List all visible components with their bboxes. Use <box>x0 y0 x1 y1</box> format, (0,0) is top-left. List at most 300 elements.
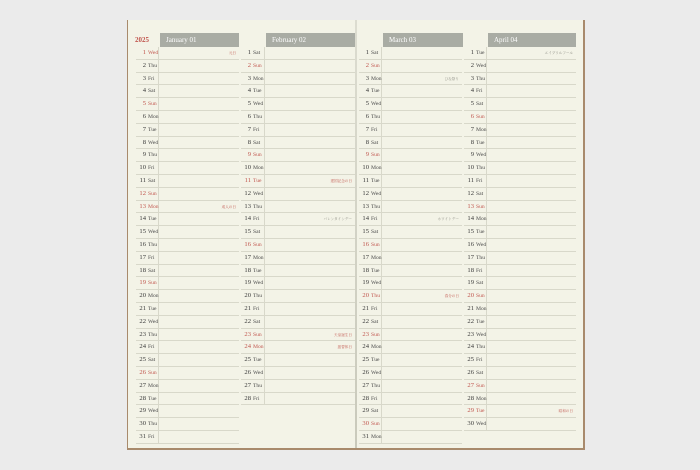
day-row[interactable] <box>359 265 462 278</box>
weekday-name: Thu <box>148 152 158 159</box>
day-row[interactable] <box>464 341 576 354</box>
day-number: 6 <box>470 113 474 120</box>
day-row[interactable] <box>136 367 239 380</box>
day-row[interactable] <box>241 354 355 367</box>
day-row[interactable] <box>241 188 355 201</box>
day-row[interactable] <box>136 354 239 367</box>
weekday-name: Thu <box>476 344 486 351</box>
day-row[interactable] <box>464 85 576 98</box>
weekday-name: Sat <box>371 318 379 325</box>
day-row[interactable] <box>136 393 239 406</box>
day-number: 26 <box>467 369 474 376</box>
day-row[interactable] <box>241 393 355 406</box>
day-number: 5 <box>470 100 474 108</box>
day-number: 30 <box>362 420 369 428</box>
day-row[interactable] <box>241 111 355 124</box>
day-number: 11 <box>362 177 369 184</box>
day-row[interactable] <box>241 85 355 98</box>
day-row[interactable] <box>136 303 239 316</box>
weekday-name: Sat <box>253 50 261 56</box>
day-row[interactable] <box>241 149 355 162</box>
day-row[interactable] <box>464 124 576 137</box>
weekday-name: Sun <box>476 203 485 210</box>
day-number: 6 <box>142 113 146 120</box>
day-number: 1 <box>365 49 369 56</box>
day-number: 16 <box>467 241 474 248</box>
day-row[interactable] <box>464 329 576 342</box>
day-number: 20 <box>139 292 146 300</box>
weekday-name: Sun <box>148 280 157 287</box>
day-row[interactable] <box>241 201 355 214</box>
day-number: 19 <box>244 279 251 287</box>
day-row[interactable] <box>359 111 462 124</box>
day-number: 29 <box>139 407 146 415</box>
day-row[interactable] <box>136 341 239 354</box>
day-number: 24 <box>244 343 251 351</box>
day-row[interactable] <box>359 239 462 252</box>
day-row[interactable] <box>241 290 355 303</box>
holiday-note: 振替休日 <box>337 345 352 350</box>
weekday-name: Sat <box>371 139 379 146</box>
day-row[interactable] <box>136 431 239 444</box>
day-number: 7 <box>470 125 474 133</box>
day-row[interactable] <box>241 367 355 380</box>
day-row[interactable] <box>464 303 576 316</box>
weekday-name: Wed <box>476 242 487 248</box>
day-row[interactable] <box>136 175 239 188</box>
weekday-name: Thu <box>253 293 263 300</box>
day-number: 13 <box>244 202 251 210</box>
day-row[interactable] <box>464 405 576 418</box>
day-number: 10 <box>362 164 369 172</box>
weekday-name: Fri <box>148 75 155 82</box>
day-number: 1 <box>142 49 146 56</box>
day-number: 4 <box>247 87 251 95</box>
day-row[interactable] <box>136 277 239 290</box>
day-row[interactable] <box>359 98 462 111</box>
weekday-name: Tue <box>253 178 262 184</box>
weekday-name: Tue <box>476 50 485 56</box>
day-number: 3 <box>142 74 146 82</box>
day-row[interactable] <box>241 380 355 393</box>
weekday-name: Sun <box>253 242 262 248</box>
day-number: 14 <box>244 215 251 223</box>
holiday-note: 天皇誕生日 <box>334 332 352 337</box>
month-header: March 03 <box>383 33 463 47</box>
day-row[interactable] <box>136 98 239 111</box>
weekday-name: Fri <box>148 165 155 172</box>
day-row[interactable] <box>136 252 239 265</box>
day-number: 22 <box>139 317 146 325</box>
day-number: 7 <box>142 125 146 133</box>
day-row[interactable] <box>241 162 355 175</box>
weekday-name: Fri <box>476 267 483 274</box>
day-number: 17 <box>244 253 251 261</box>
weekday-name: Sun <box>476 114 485 120</box>
day-number: 19 <box>362 279 369 287</box>
day-row[interactable] <box>359 226 462 239</box>
day-number: 20 <box>362 292 369 300</box>
day-row[interactable] <box>136 213 239 226</box>
day-row[interactable] <box>359 418 462 431</box>
month-header: April 04 <box>488 33 576 47</box>
day-row[interactable] <box>464 201 576 214</box>
day-row[interactable] <box>464 380 576 393</box>
day-row[interactable] <box>359 367 462 380</box>
weekday-name: Fri <box>253 395 260 402</box>
weekday-name: Tue <box>148 395 157 402</box>
day-row[interactable] <box>136 405 239 418</box>
day-number: 26 <box>139 369 146 376</box>
weekday-name: Mon <box>148 203 159 210</box>
day-number: 22 <box>244 317 251 325</box>
weekday-name: Sat <box>476 101 484 108</box>
day-row[interactable] <box>359 188 462 201</box>
day-row[interactable] <box>359 290 462 303</box>
day-number: 6 <box>247 113 251 120</box>
day-row[interactable] <box>464 188 576 201</box>
day-number: 22 <box>467 317 474 325</box>
weekday-name: Fri <box>371 395 378 402</box>
day-row[interactable] <box>359 431 462 444</box>
day-row[interactable] <box>136 290 239 303</box>
weekday-name: Wed <box>148 229 159 236</box>
day-row[interactable] <box>241 329 355 342</box>
weekday-name: Thu <box>148 242 158 248</box>
day-row[interactable] <box>136 239 239 252</box>
weekday-name: Mon <box>371 344 382 351</box>
day-row[interactable] <box>241 137 355 150</box>
day-row[interactable] <box>241 226 355 239</box>
day-row[interactable] <box>136 60 239 73</box>
weekday-name: Sun <box>371 331 380 338</box>
weekday-name: Mon <box>148 382 159 389</box>
weekday-name: Wed <box>371 101 382 108</box>
day-row[interactable] <box>136 188 239 201</box>
day-number: 5 <box>247 100 251 108</box>
day-row[interactable] <box>464 393 576 406</box>
year-label: 2025 <box>135 36 149 44</box>
weekday-name: Sun <box>253 152 262 159</box>
day-row[interactable] <box>359 354 462 367</box>
weekday-name: Mon <box>476 395 487 402</box>
weekday-name: Wed <box>253 280 264 287</box>
weekday-name: Mon <box>476 306 487 312</box>
weekday-name: Fri <box>148 344 155 351</box>
weekday-name: Tue <box>148 126 157 133</box>
day-number: 8 <box>365 138 369 146</box>
weekday-name: Thu <box>253 203 263 210</box>
day-row[interactable] <box>359 405 462 418</box>
weekday-name: Sun <box>371 242 380 248</box>
day-row[interactable] <box>136 226 239 239</box>
day-number: 15 <box>244 228 251 236</box>
day-row[interactable] <box>359 277 462 290</box>
day-row[interactable] <box>464 239 576 252</box>
day-number: 21 <box>362 305 369 312</box>
day-row[interactable] <box>359 60 462 73</box>
day-row[interactable] <box>136 316 239 329</box>
weekday-name: Fri <box>476 88 483 95</box>
weekday-name: Sat <box>253 139 261 146</box>
day-row[interactable] <box>241 213 355 226</box>
day-row[interactable] <box>464 47 576 60</box>
weekday-name: Mon <box>371 75 382 82</box>
weekday-name: Fri <box>253 216 260 223</box>
weekday-name: Wed <box>148 408 159 415</box>
day-number: 23 <box>139 330 146 338</box>
day-number: 24 <box>139 343 146 351</box>
weekday-name: Wed <box>148 318 159 325</box>
month-column <box>464 20 576 448</box>
day-row[interactable] <box>359 137 462 150</box>
day-number: 5 <box>365 100 369 108</box>
day-number: 21 <box>139 305 146 312</box>
weekday-name: Thu <box>371 203 381 210</box>
day-row[interactable] <box>464 265 576 278</box>
holiday-note: 昭和の日 <box>558 409 573 414</box>
day-row[interactable] <box>241 341 355 354</box>
day-row[interactable] <box>136 85 239 98</box>
weekday-name: Wed <box>371 190 382 197</box>
day-number: 16 <box>362 241 369 248</box>
day-row[interactable] <box>464 60 576 73</box>
weekday-name: Tue <box>253 267 262 274</box>
day-row[interactable] <box>464 290 576 303</box>
day-row[interactable] <box>136 111 239 124</box>
day-row[interactable] <box>241 316 355 329</box>
day-number: 9 <box>142 151 146 159</box>
weekday-name: Fri <box>253 126 260 133</box>
weekday-name: Sun <box>148 190 157 197</box>
weekday-name: Mon <box>476 216 487 223</box>
day-number: 1 <box>470 49 474 56</box>
weekday-name: Sat <box>148 88 156 95</box>
weekday-name: Fri <box>371 216 378 223</box>
weekday-name: Sun <box>253 62 262 69</box>
day-number: 9 <box>365 151 369 159</box>
weekday-name: Tue <box>476 139 485 146</box>
day-row[interactable] <box>359 252 462 265</box>
weekday-name: Sat <box>371 229 379 236</box>
day-row[interactable] <box>359 201 462 214</box>
weekday-name: Fri <box>476 178 483 184</box>
weekday-name: Wed <box>253 370 264 376</box>
day-row[interactable] <box>359 47 462 60</box>
day-row[interactable] <box>241 124 355 137</box>
weekday-name: Mon <box>371 254 382 261</box>
weekday-name: Sun <box>476 293 485 300</box>
weekday-name: Sun <box>371 152 380 159</box>
day-row[interactable] <box>464 252 576 265</box>
day-number: 12 <box>139 189 146 197</box>
day-number: 3 <box>247 74 251 82</box>
day-row[interactable] <box>136 380 239 393</box>
day-row[interactable] <box>241 175 355 188</box>
day-row[interactable] <box>359 316 462 329</box>
weekday-name: Tue <box>148 306 157 312</box>
day-row[interactable] <box>464 418 576 431</box>
weekday-name: Sun <box>371 62 380 69</box>
weekday-name: Mon <box>253 254 264 261</box>
weekday-name: Tue <box>371 357 380 364</box>
day-number: 28 <box>362 394 369 402</box>
weekday-name: Mon <box>148 293 159 300</box>
day-number: 18 <box>139 266 146 274</box>
day-row[interactable] <box>359 341 462 354</box>
day-row[interactable] <box>464 137 576 150</box>
weekday-name: Thu <box>253 382 263 389</box>
day-number: 15 <box>139 228 146 236</box>
day-number: 31 <box>362 433 369 440</box>
day-row[interactable] <box>241 303 355 316</box>
day-number: 19 <box>139 279 146 287</box>
day-row[interactable] <box>359 73 462 86</box>
weekday-name: Wed <box>476 62 487 69</box>
day-number: 25 <box>139 356 146 364</box>
day-number: 15 <box>467 228 474 236</box>
day-row[interactable] <box>136 149 239 162</box>
day-row[interactable] <box>136 137 239 150</box>
weekday-name: Wed <box>148 139 159 146</box>
day-row[interactable] <box>464 73 576 86</box>
day-number: 1 <box>247 49 251 56</box>
weekday-name: Thu <box>148 331 158 338</box>
weekday-name: Tue <box>476 229 485 236</box>
day-number: 22 <box>362 317 369 325</box>
day-row[interactable] <box>241 265 355 278</box>
weekday-name: Sat <box>148 267 156 274</box>
day-row[interactable] <box>464 111 576 124</box>
weekday-name: Thu <box>371 114 381 120</box>
day-number: 7 <box>247 125 251 133</box>
day-number: 20 <box>244 292 251 300</box>
day-row[interactable] <box>464 316 576 329</box>
day-number: 28 <box>244 394 251 402</box>
day-number: 30 <box>467 420 474 428</box>
holiday-note: 成人の日 <box>221 204 236 209</box>
day-row[interactable] <box>359 329 462 342</box>
day-row[interactable] <box>136 162 239 175</box>
weekday-name: Fri <box>371 126 378 133</box>
weekday-name: Sat <box>371 50 379 56</box>
day-number: 16 <box>139 241 146 248</box>
weekday-name: Sat <box>253 229 261 236</box>
weekday-name: Thu <box>476 254 486 261</box>
day-row[interactable] <box>464 277 576 290</box>
weekday-name: Thu <box>148 62 158 69</box>
day-row[interactable] <box>136 329 239 342</box>
day-number: 27 <box>362 381 369 389</box>
day-row[interactable] <box>241 60 355 73</box>
day-number: 21 <box>244 305 251 312</box>
weekday-name: Fri <box>253 306 260 312</box>
weekday-name: Mon <box>253 165 264 172</box>
day-number: 18 <box>362 266 369 274</box>
month-column <box>241 20 355 448</box>
day-row[interactable] <box>136 47 239 60</box>
day-number: 2 <box>470 61 474 69</box>
holiday-note: ホワイトデー <box>437 217 459 222</box>
day-number: 29 <box>467 407 474 415</box>
day-row[interactable] <box>359 162 462 175</box>
day-row[interactable] <box>241 98 355 111</box>
weekday-name: Mon <box>371 434 382 440</box>
day-number: 24 <box>362 343 369 351</box>
day-number: 26 <box>244 369 251 376</box>
day-row[interactable] <box>464 98 576 111</box>
day-row[interactable] <box>464 213 576 226</box>
day-row[interactable] <box>241 47 355 60</box>
weekday-name: Tue <box>371 267 380 274</box>
day-row[interactable] <box>136 265 239 278</box>
day-row[interactable] <box>359 149 462 162</box>
weekday-name: Wed <box>476 152 487 159</box>
day-row[interactable] <box>136 201 239 214</box>
day-row[interactable] <box>464 226 576 239</box>
day-number: 27 <box>139 381 146 389</box>
day-row[interactable] <box>464 354 576 367</box>
weekday-name: Fri <box>148 254 155 261</box>
day-number: 26 <box>362 369 369 376</box>
day-number: 17 <box>467 253 474 261</box>
day-number: 24 <box>467 343 474 351</box>
day-number: 8 <box>470 138 474 146</box>
day-number: 8 <box>247 138 251 146</box>
day-row[interactable] <box>464 175 576 188</box>
day-row[interactable] <box>359 393 462 406</box>
day-row[interactable] <box>464 149 576 162</box>
day-row[interactable] <box>241 239 355 252</box>
day-number: 10 <box>467 164 474 172</box>
day-row[interactable] <box>136 124 239 137</box>
day-row[interactable] <box>359 85 462 98</box>
day-row[interactable] <box>464 162 576 175</box>
day-number: 20 <box>467 292 474 300</box>
day-row[interactable] <box>464 367 576 380</box>
day-row[interactable] <box>241 73 355 86</box>
day-number: 12 <box>467 189 474 197</box>
day-row[interactable] <box>136 418 239 431</box>
weekday-name: Wed <box>148 50 159 56</box>
month-column <box>359 20 462 448</box>
day-row[interactable] <box>359 380 462 393</box>
day-number: 29 <box>362 407 369 415</box>
day-number: 13 <box>467 202 474 210</box>
day-row[interactable] <box>359 175 462 188</box>
weekday-name: Mon <box>371 165 382 172</box>
day-number: 7 <box>365 125 369 133</box>
weekday-name: Mon <box>148 114 159 120</box>
day-row[interactable] <box>359 124 462 137</box>
day-row[interactable] <box>241 252 355 265</box>
day-row[interactable] <box>359 303 462 316</box>
day-number: 4 <box>365 87 369 95</box>
day-number: 25 <box>362 356 369 364</box>
day-number: 11 <box>467 177 474 184</box>
day-number: 6 <box>365 113 369 120</box>
day-row[interactable] <box>241 277 355 290</box>
day-row[interactable] <box>136 73 239 86</box>
day-number: 17 <box>139 253 146 261</box>
weekday-name: Sun <box>253 331 262 338</box>
month-column <box>136 20 239 448</box>
weekday-name: Tue <box>476 408 485 415</box>
day-number: 16 <box>244 241 251 248</box>
day-row[interactable] <box>359 213 462 226</box>
holiday-note: ひな祭り <box>444 76 459 81</box>
weekday-name: Sat <box>371 408 379 415</box>
